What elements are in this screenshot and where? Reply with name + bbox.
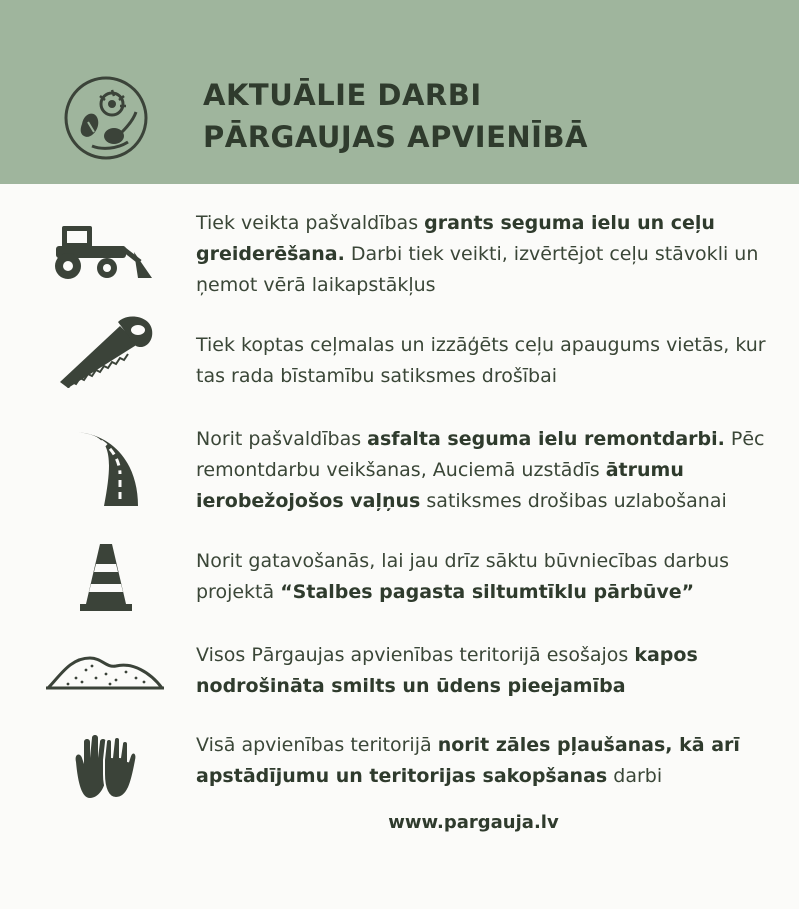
page-title [203, 74, 588, 158]
municipality-emblem-icon [62, 74, 150, 162]
header-banner [0, 0, 799, 184]
item-text: Tiek koptas ceļmalas un izzāģēts ceļu apaugums vietās, kur tas rada bīstamību satiksmes drošībai [196, 334, 766, 387]
gloves-icon [72, 734, 138, 800]
website-link[interactable]: www.pargauja.lv [388, 812, 559, 833]
item-text: Visos Pārgaujas apvienības teritorijā esošajos kapos nodrošināta smilts un ūdens pieejamība [196, 644, 698, 697]
sand-pile-icon [46, 648, 164, 690]
saw-icon [58, 312, 154, 388]
title-line-2: PĀRGAUJAS APVIENĪBĀ [203, 120, 588, 154]
road-icon [76, 430, 138, 506]
title-line-1: AKTUĀLIE DARBI [203, 78, 482, 112]
item-text: Norit pašvaldības asfalta seguma ielu remontdarbi. Pēc remontdarbu veikšanas, Auciemā uzstādīs ātrumu ierobežojošos vaļņus satiksmes drošibas uzlabošanai [196, 428, 765, 512]
item-text: Tiek veikta pašvaldības grants seguma ielu un ceļu greiderēšana. Darbi tiek veikti, izvērtējot ceļu stāvokli un ņemot vērā laikapstākļus [196, 212, 759, 296]
item-text: Visā apvienības teritorijā norit zāles pļaušanas, kā arī apstādījumu un teritorijas sakopšanas darbi [196, 734, 740, 787]
traffic-cone-icon [80, 542, 132, 612]
item-text: Norit gatavošanās, lai jau drīz sāktu būvniecības darbus projektā “Stalbes pagasta siltumtīklu pārbūve” [196, 550, 730, 603]
tractor-grader-icon [52, 222, 154, 282]
footer-url [0, 812, 799, 833]
